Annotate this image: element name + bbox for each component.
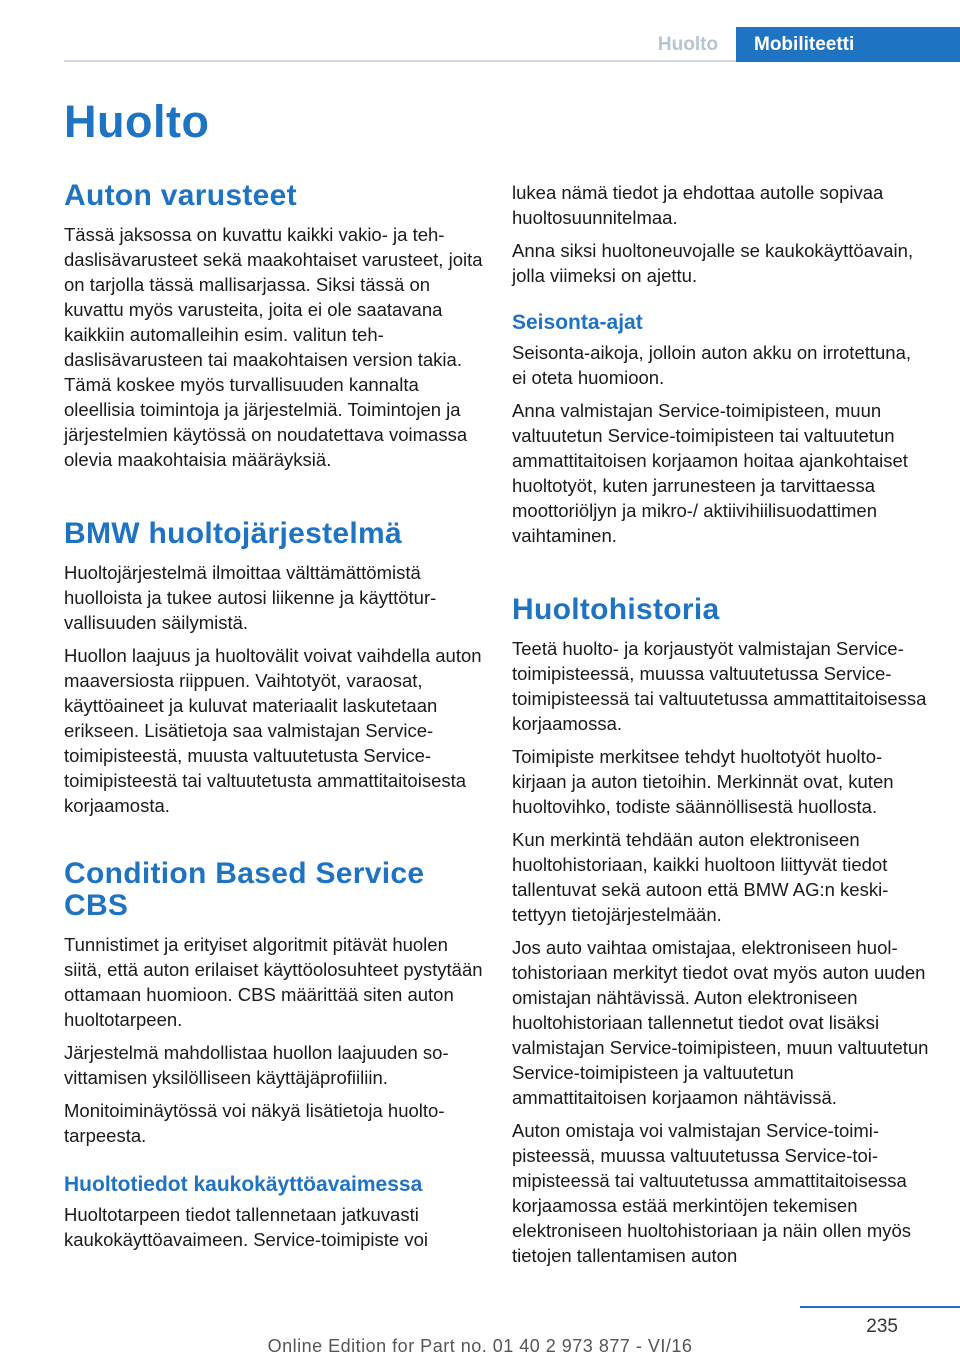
- page-title: Huolto: [64, 96, 210, 147]
- paragraph: Monitoiminäytössä voi näkyä lisätietoja huoltotarpeesta.: [64, 1100, 445, 1146]
- footer-rule: [800, 1306, 960, 1308]
- heading-huoltohistoria: Huoltohistoria: [512, 593, 720, 626]
- paragraph: Seisonta-aikoja, jolloin auton akku on irrotettuna, ei oteta huomioon.: [512, 342, 912, 388]
- paragraph: Tässä jaksossa on kuvattu kaikki vakio- ja tehdaslisävarusteet sekä maakohtaiset varusteet, joita on tarjolla tässä mallisarjassa. Siksi tässä on kuvattu myös varusteita, joita ei ole saatavana kaikkiin automalleihin esim. valitun tehdaslisävarusteen tai maakohtaisen version takia. Tämä koskee myös turvallisuuden kannalta oleellisia toimintoja ja järjestelmiä. Toimintojen ja järjestelmien käytössä on noudatettava voimassa olevia maakohtaisia määräyksiä.: [64, 224, 483, 470]
- heading-auton-varusteet: Auton varusteet: [64, 179, 297, 212]
- right-column: [512, 180, 930, 1276]
- header-tab-chapter[interactable]: Mobiliteetti: [736, 27, 960, 62]
- edition-footer: Online Edition for Part no. 01 40 2 973 877 - VI/16: [267, 1336, 693, 1356]
- paragraph: Huoltojärjestelmä ilmoittaa välttämättömistä huolloista ja tukee autosi liikenne ja käyttöturvallisuuden säilymistä.: [64, 562, 437, 633]
- paragraph: Anna siksi huoltoneuvojalle se kaukokäyttöavain, jolla viimeksi on ajettu.: [512, 240, 914, 286]
- paragraph: Huoltotarpeen tiedot tallennetaan jatkuvasti kaukokäyttöavaimeen. Service-toimipiste voi: [64, 1204, 428, 1250]
- heading-huoltotiedot-kaukokayttoavaimessa: Huoltotiedot kaukokäyttöavaimessa: [64, 1173, 423, 1196]
- header-tab-section[interactable]: Huolto: [657, 34, 719, 55]
- paragraph: Anna valmistajan Service-toimipisteen, muun valtuutetun Service-toimipisteen tai valtuutetun ammattitaitoisen korjaamon hoitaa ajankohtaiset huoltotyöt, kuten jarrunesteen ja tarvittaessa moottoriöljyn ja mikro-/ aktiivihiilisuodattimen vaihtaminen.: [512, 400, 908, 546]
- paragraph: Tunnistimet ja erityiset algoritmit pitävät huolen siitä, että auton erilaiset käyttöolosuhteet pystytään ottamaan huomioon. CBS määrittää siten auton huoltotarpeen.: [64, 934, 483, 1030]
- paragraph: Kun merkintä tehdään auton elektroniseen huoltohistoriaan, kaikki huoltoon liittyvät tiedot tallentuvat sekä autoon että BMW AG:n keskitettyyn tietojärjestelmään.: [512, 829, 889, 925]
- heading-condition-based-service: Condition Based Service CBS: [64, 857, 425, 922]
- paragraph: Toimipiste merkitsee tehdyt huoltotyöt huoltokirjaan ja auton tietoihin. Merkinnät ovat, kuten huoltovihko, todiste säännöllisestä huollosta.: [512, 746, 894, 817]
- paragraph: Jos auto vaihtaa omistajaa, elektroniseen huoltohistoriaan merkityt tiedot ovat myös auton uuden omistajan nähtävissä. Auton elektroniseen huoltohistoriaan tallennetut tiedot ovat lisäksi valmistajan Service-toimipisteen, muun valtuutetun Service-toimipisteen ja valtuutetun ammattitaitoisen korjaamon nähtävissä.: [512, 937, 929, 1108]
- paragraph: Huollon laajuus ja huoltovälit voivat vaihdella auton maaversiosta riippuen. Vaihtotyöt, varaosat, käyttöaineet ja kuluvat materiaalit laskutetaan erikseen. Lisätietoja saa valmistajan Service-toimipisteestä, muusta valtuutetusta Service-toimipisteestä tai valtuutetusta ammattitaitoisesta korjaamosta.: [64, 645, 482, 816]
- heading-seisonta-ajat: Seisonta-ajat: [512, 311, 643, 334]
- left-column: [64, 180, 484, 1260]
- paragraph: Järjestelmä mahdollistaa huollon laajuuden sovittamisen yksilölliseen käyttäjäprofiiliin.: [64, 1042, 449, 1088]
- heading-bmw-huoltojarjestelma: BMW huoltojärjestelmä: [64, 517, 402, 550]
- paragraph: Teetä huolto- ja korjaustyöt valmistajan Service-toimipisteessä, muussa valtuutetussa Service-toimipisteessä tai valtuutetussa ammattitaitoisessa korjaamossa.: [512, 638, 927, 734]
- paragraph: lukea nämä tiedot ja ehdottaa autolle sopivaa huoltosuunnitelmaa.: [512, 182, 884, 228]
- page-number: 235: [866, 1316, 898, 1337]
- paragraph: Auton omistaja voi valmistajan Service-toimipisteessä, muussa valtuutetussa Service-toimipisteessä tai valtuutetussa ammattitaitoisessa korjaamossa estää merkintöjen tekemisen elektroniseen huoltohistoriaan ja näin ollen myös tietojen tallentamisen auton: [512, 1120, 912, 1266]
